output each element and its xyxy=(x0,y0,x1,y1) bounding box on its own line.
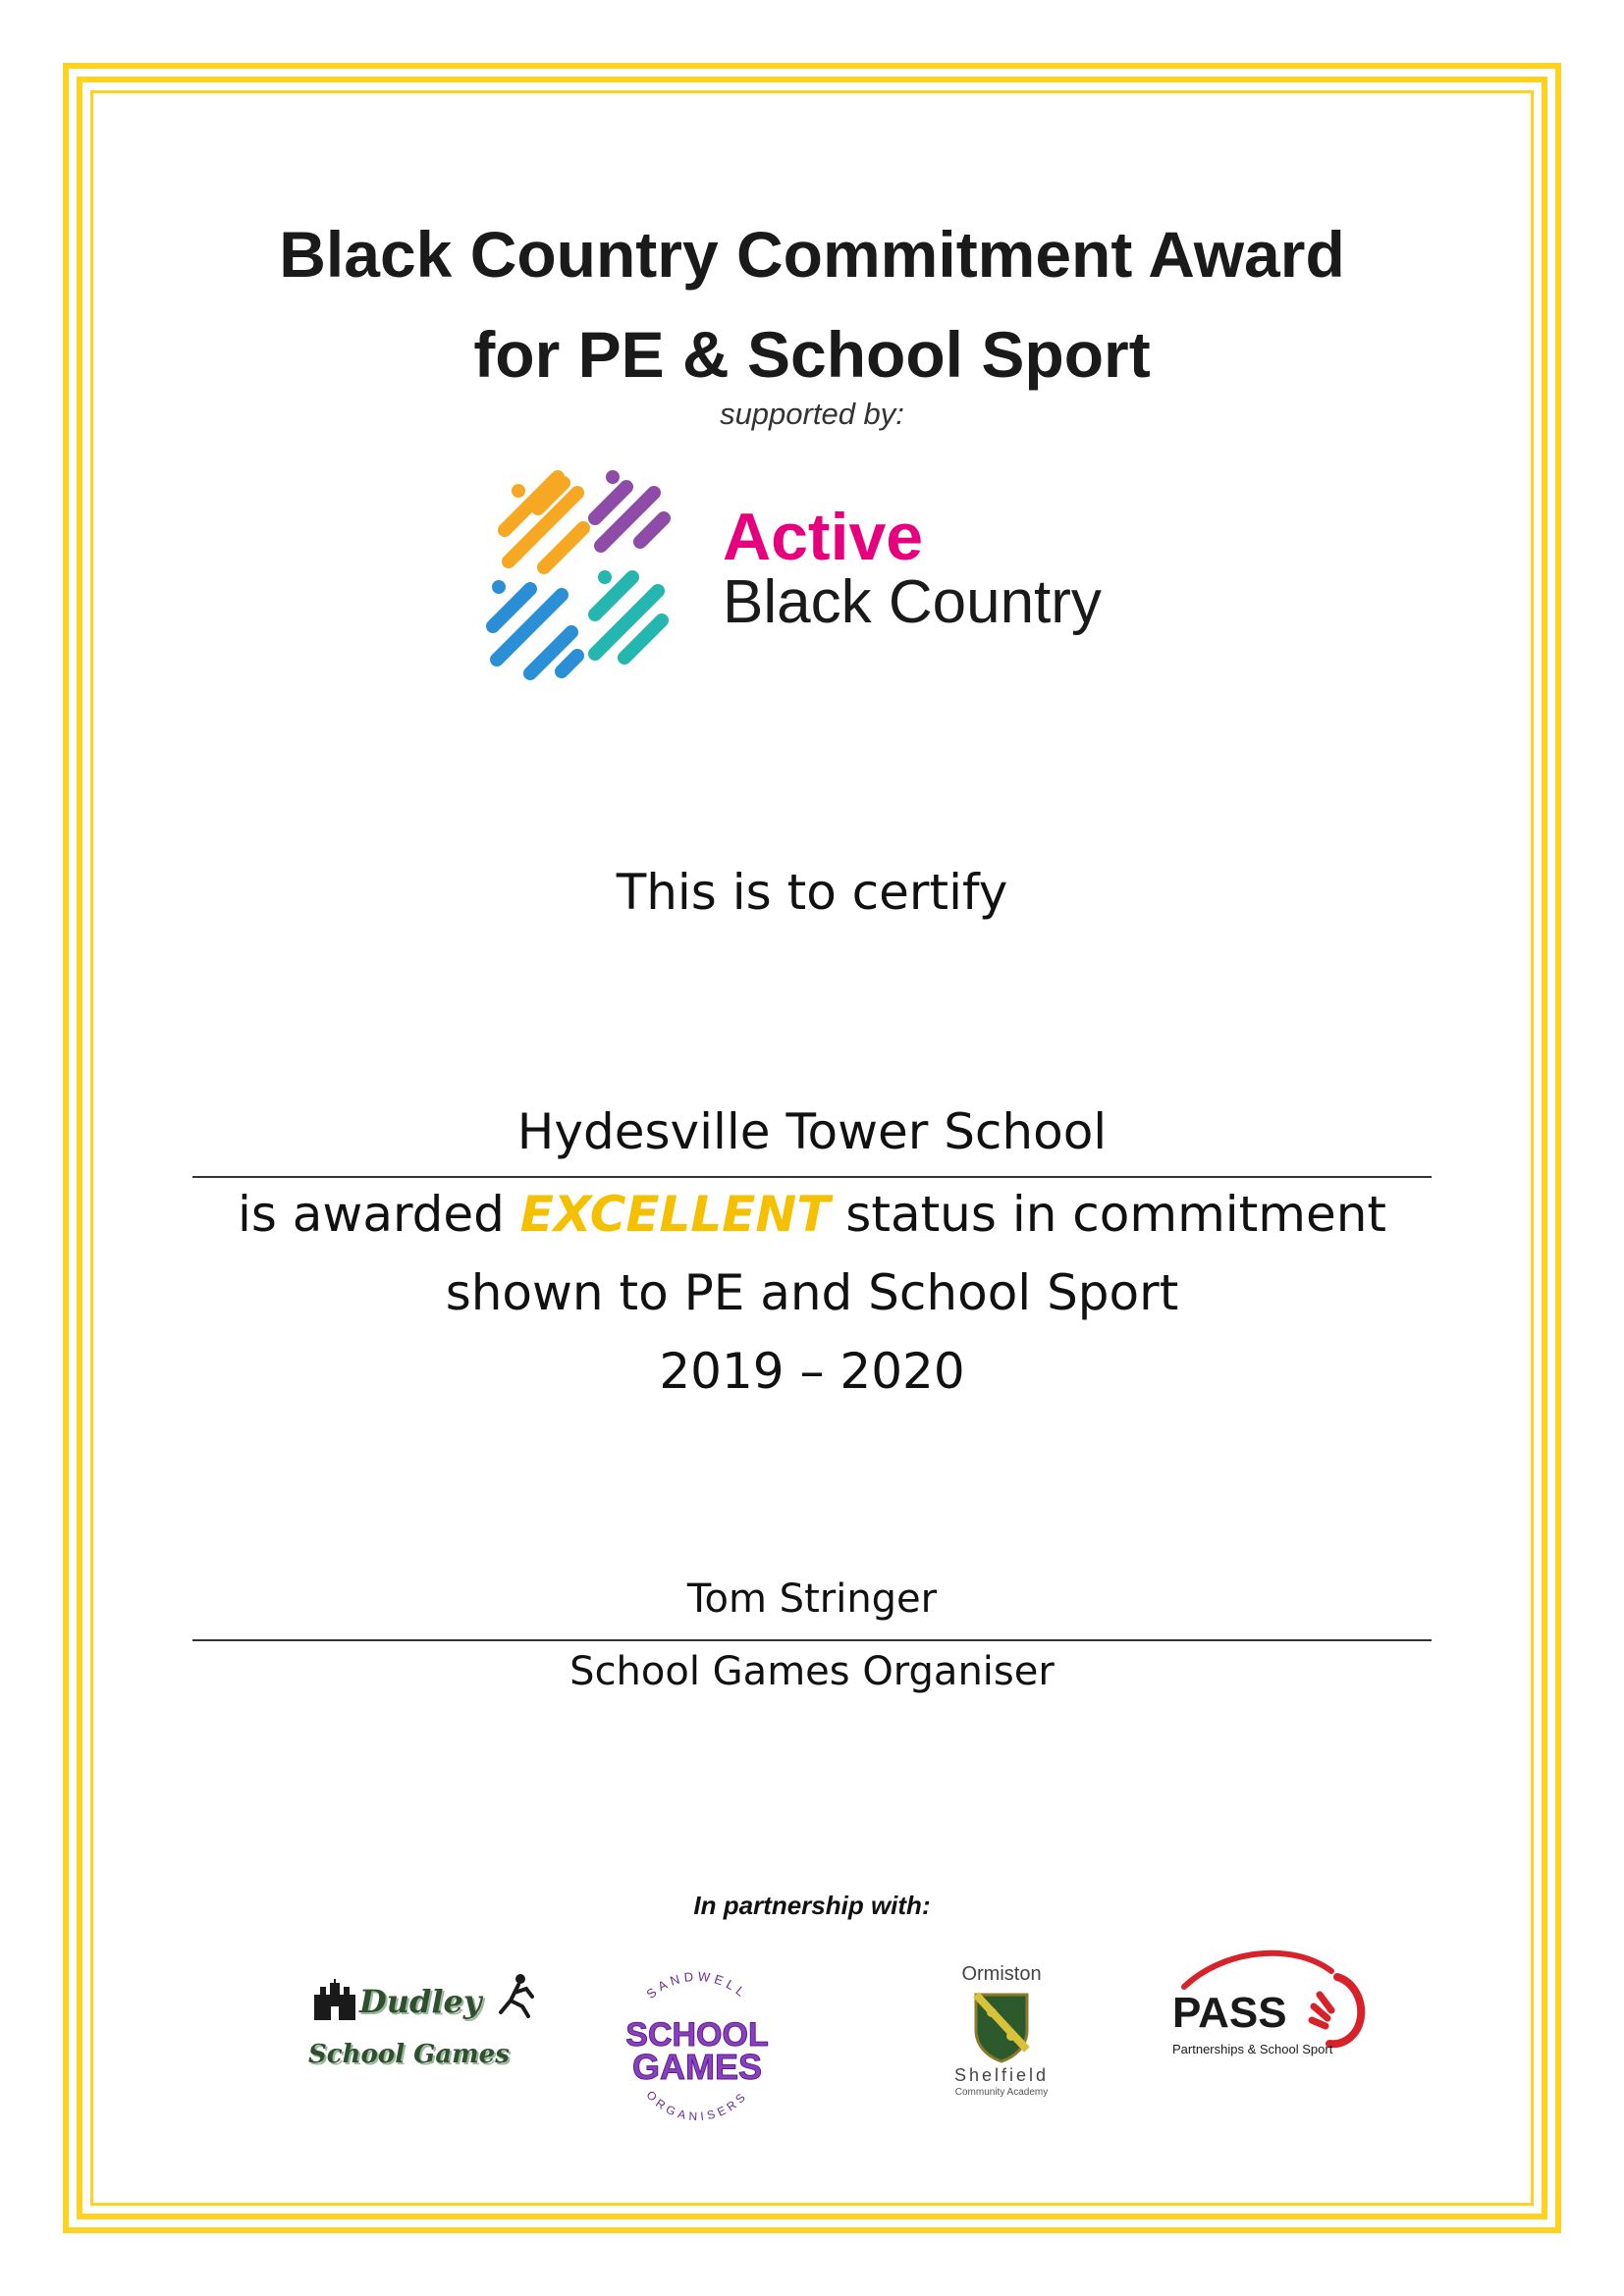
sandwell-bottom-text: ORGANISERS xyxy=(643,2088,751,2124)
award-suffix: status in commitment xyxy=(830,1186,1387,1243)
hand-icon xyxy=(1302,1971,1371,2050)
ormiston-line-3: Community Academy xyxy=(954,2087,1049,2098)
signer-name: Tom Stringer xyxy=(686,1576,938,1622)
pass-line-2: Partnerships & School Sport xyxy=(1172,2042,1333,2056)
dudley-logo-line-1: Dudley xyxy=(359,1983,482,2020)
sandwell-school-games-logo xyxy=(609,1953,785,2130)
award-status: EXCELLENT xyxy=(519,1186,831,1243)
svg-text:SANDWELL xyxy=(643,1969,750,2002)
school-name-underline xyxy=(192,1176,1432,1178)
ormiston-line-2: Shelfield xyxy=(953,2065,1050,2085)
award-prefix: is awarded xyxy=(237,1186,520,1243)
runner-icon xyxy=(497,1973,536,2018)
sandwell-line-1: SCHOOL xyxy=(625,2016,769,2054)
signature-line xyxy=(192,1639,1432,1641)
title-line-1: Black Country Commitment Award xyxy=(279,218,1345,291)
award-statement xyxy=(137,1186,1487,1243)
sandwell-top-text: SANDWELL xyxy=(643,1968,751,2002)
dudley-school-games-logo xyxy=(304,1963,540,2081)
ormiston-line-1: Ormiston xyxy=(961,1963,1042,1985)
award-years: 2019 – 2020 xyxy=(659,1343,965,1400)
supported-by-label: supported by: xyxy=(720,397,904,431)
certify-text: This is to certify xyxy=(616,864,1008,921)
award-scope: shown to PE and School Sport xyxy=(445,1264,1179,1321)
pass-partnerships-logo xyxy=(1164,1944,1380,2081)
svg-text:ORGANISERS xyxy=(643,2088,750,2123)
signer-role: School Games Organiser xyxy=(569,1649,1055,1694)
partnership-label: In partnership with: xyxy=(693,1891,931,1920)
shield-icon xyxy=(972,1991,1031,2063)
title-line-2: for PE & School Sport xyxy=(473,318,1151,391)
logo-active-text: Active xyxy=(723,500,924,574)
sandwell-badge-icon xyxy=(609,1953,785,2130)
logo-black-country-text: Black Country xyxy=(723,568,1102,636)
castle-icon xyxy=(310,1977,359,2022)
ormiston-shelfield-logo xyxy=(943,1963,1060,2110)
certificate-title xyxy=(137,204,1487,404)
active-black-country-logo xyxy=(479,461,1186,707)
active-black-country-mark-icon xyxy=(479,461,715,707)
school-name: Hydesville Tower School xyxy=(516,1103,1108,1160)
pass-line-1: PASS xyxy=(1172,1989,1287,2037)
sandwell-line-2: GAMES xyxy=(631,2047,763,2087)
dudley-logo-line-2: School Games xyxy=(308,2040,510,2069)
